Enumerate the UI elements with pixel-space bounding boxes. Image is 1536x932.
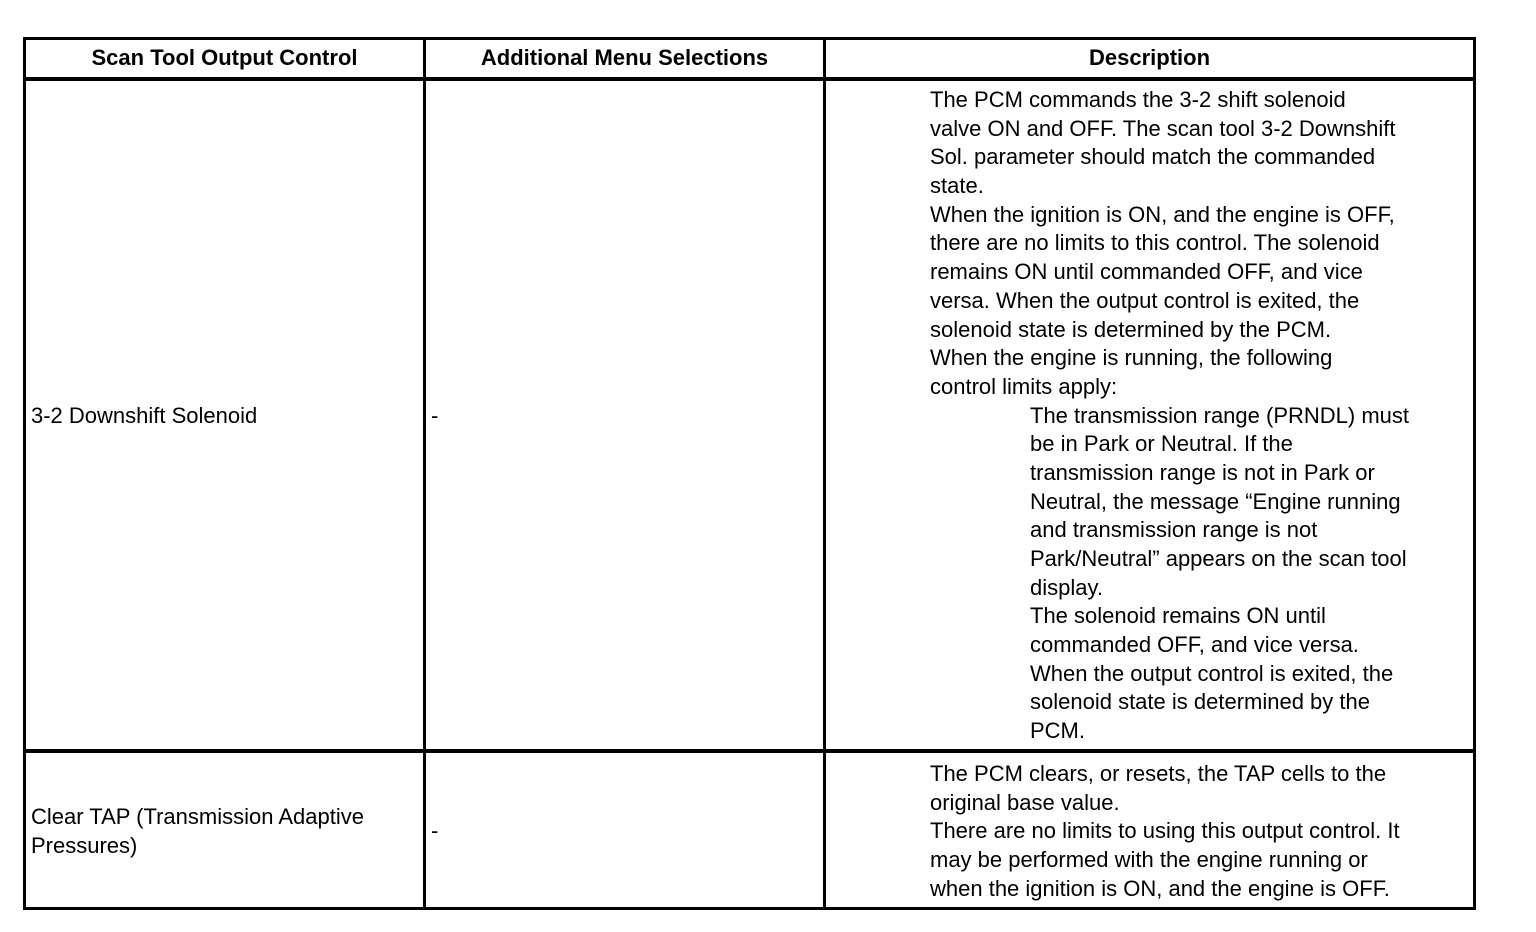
- description-line: Park/Neutral” appears on the scan tool: [1030, 546, 1407, 571]
- table-border-bottom: [23, 907, 1476, 910]
- description-line: The PCM clears, or resets, the TAP cells to the: [930, 761, 1387, 786]
- description-line: When the ignition is ON, and the engine is OFF,: [930, 201, 1395, 227]
- description-line: The solenoid remains ON until: [1030, 603, 1326, 629]
- column-divider: [823, 37, 826, 910]
- description-line: solenoid state is determined by the PCM.: [930, 316, 1332, 342]
- description-line: remains ON until commanded OFF, and vice: [930, 259, 1363, 285]
- description-line: When the output control is exited, the: [1030, 660, 1394, 686]
- table-border-left: [23, 37, 26, 910]
- header-scan-tool-output-control: Scan Tool Output Control: [91, 45, 358, 70]
- description-line: original base value.: [930, 789, 1120, 815]
- header-divider: [23, 77, 1476, 81]
- description-line: The PCM commands the 3-2 shift solenoid: [930, 87, 1346, 112]
- row1-control: 3-2 Downshift Solenoid: [31, 403, 258, 428]
- column-divider: [423, 37, 426, 910]
- row2-control-line: Pressures): [31, 832, 138, 858]
- header-additional-menu-selections: Additional Menu Selections: [480, 45, 769, 70]
- description-line: may be performed with the engine running or: [930, 847, 1368, 873]
- row2-description: [930, 760, 1400, 903]
- row1-menu: -: [431, 403, 439, 428]
- row1-description: [930, 86, 1409, 746]
- header-description: Description: [1088, 45, 1211, 70]
- description-line: Sol. parameter should match the commanded: [930, 144, 1376, 170]
- description-line: Neutral, the message “Engine running: [1030, 488, 1401, 514]
- description-line: valve ON and OFF. The scan tool 3-2 Downshift: [930, 115, 1396, 141]
- description-line: when the ignition is ON, and the engine is OFF.: [930, 875, 1390, 901]
- description-line: there are no limits to this control. The solenoid: [930, 230, 1380, 256]
- description-line: PCM.: [1030, 718, 1085, 744]
- description-line: transmission range is not in Park or: [1030, 459, 1375, 485]
- description-line: The transmission range (PRNDL) must: [1030, 402, 1410, 428]
- description-line: When the engine is running, the following: [930, 345, 1333, 371]
- row-divider: [23, 749, 1476, 753]
- description-line: be in Park or Neutral. If the: [1030, 431, 1293, 457]
- table-border-right: [1473, 37, 1476, 910]
- row2-menu: -: [431, 818, 439, 843]
- description-line: commanded OFF, and vice versa.: [1030, 632, 1359, 658]
- row2-control: [31, 803, 364, 860]
- row2-control-line: Clear TAP (Transmission Adaptive: [31, 804, 364, 829]
- description-line: versa. When the output control is exited, the: [930, 287, 1360, 313]
- table-border-top: [23, 37, 1476, 40]
- description-line: and transmission range is not: [1030, 517, 1318, 543]
- description-line: display.: [1030, 574, 1103, 600]
- description-line: control limits apply:: [930, 373, 1118, 399]
- description-line: There are no limits to using this output control. It: [930, 818, 1400, 844]
- description-line: solenoid state is determined by the: [1030, 689, 1370, 715]
- description-line: state.: [930, 173, 984, 199]
